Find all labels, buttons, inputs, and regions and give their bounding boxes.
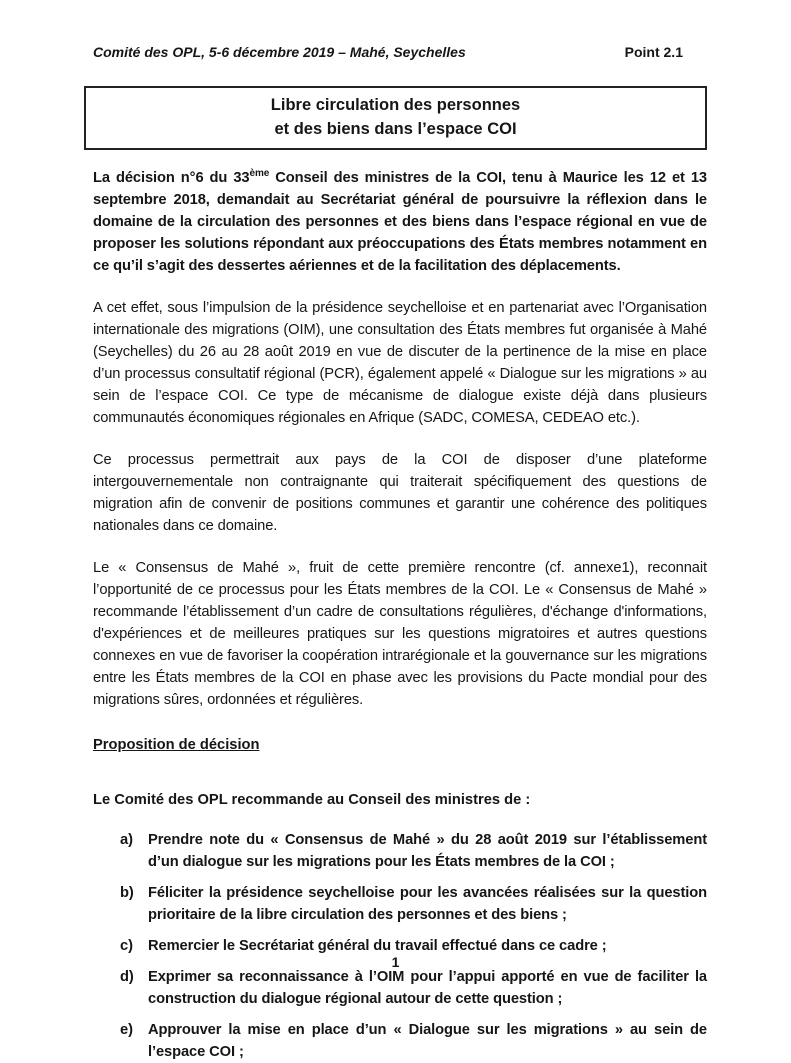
paragraph-3: Ce processus permettrait aux pays de la COI de disposer d’une plateforme intergouvernementale non contraignante qui traiterait spécifiquement des questions de migration afin de convenir de positions communes et garantir une cohérence des politiques nationales dans ce domaine.: [93, 452, 707, 534]
list-item-d: [93, 966, 707, 1010]
item-text: Exprimer sa reconnaissance à l’OIM pour l’appui apporté en vue de faciliter la construction du dialogue régional autour de cette question ;: [148, 969, 707, 1007]
title-line-2: et des biens dans l’espace COI: [274, 120, 517, 138]
item-text: Prendre note du « Consensus de Mahé » du 28 août 2019 sur l’établissement d’un dialogue sur les migrations pour les États membres de la COI ;: [148, 832, 707, 870]
item-marker: b): [120, 885, 134, 901]
paragraph-4: Le « Consensus de Mahé », fruit de cette première rencontre (cf. annexe1), reconnait l’opportunité de ce processus pour les États membres de la COI. Le « Consensus de Mahé » recommande l’établissement d’un cadre de consultations régulières, d'échange d'informations, d'expériences et de meilleures pratiques sur les questions migratoires et autres questions connexes en vue de favoriser la coopération intrarégionale et la gouvernance sur les migrations entre les États membres de la COI en phase avec les provisions du Pacte mondial pour des migrations sûres, ordonnées et régulières.: [93, 560, 707, 708]
decision-intro: Le Comité des OPL recommande au Conseil des ministres de :: [93, 792, 531, 808]
title-box: [84, 86, 707, 150]
item-text: Remercier le Secrétariat général du travail effectué dans ce cadre ;: [148, 938, 607, 954]
document-body: [93, 167, 707, 711]
item-marker: a): [120, 832, 133, 848]
title-line-1: Libre circulation des personnes: [270, 96, 521, 114]
paragraph-1-rest: Conseil des ministres de la COI, tenu à Maurice les 12 et 13 septembre 2018, demandait au Secrétariat général de poursuivre la réflexion dans le domaine de la circulation des personnes et des biens dans l’espace régional en vue de proposer les solutions répondant aux préoccupations des États membres notamment en ce qu’il s’agit des dessertes aériennes et de la facilitation des déplacements.: [93, 170, 707, 274]
decision-list: [93, 829, 707, 1063]
item-marker: d): [120, 969, 134, 985]
item-marker: e): [120, 1022, 133, 1038]
paragraph-1-start: La décision n°6 du 33: [93, 170, 250, 186]
page-header: [93, 44, 707, 60]
item-text: Approuver la mise en place d’un « Dialogue sur les migrations » au sein de l’espace COI ;: [148, 1022, 707, 1060]
list-item-b: [93, 882, 707, 926]
header-meeting-info: Comité des OPL, 5-6 décembre 2019 – Mahé, Seychelles: [93, 44, 466, 60]
page-number: 1: [391, 954, 400, 970]
list-item-e: [93, 1019, 707, 1063]
header-agenda-point: Point 2.1: [624, 44, 683, 60]
list-item-a: [93, 829, 707, 873]
paragraph-1: [93, 167, 707, 277]
item-text: Féliciter la présidence seychelloise pour les avancées réalisées sur la question prioritaire de la libre circulation des personnes et des biens ;: [148, 885, 707, 923]
ordinal-superscript: ème: [249, 168, 270, 180]
item-marker: c): [120, 938, 133, 954]
decision-heading: Proposition de décision: [93, 737, 260, 753]
paragraph-2: A cet effet, sous l’impulsion de la présidence seychelloise et en partenariat avec l’Organisation internationale des migrations (OIM), une consultation des États membres fut organisée à Mahé (Seychelles) du 26 au 28 août 2019 en vue de discuter de la pertinence de la mise en place d’un processus consultatif régional (PCR), également appelé « Dialogue sur les migrations » au sein de l’espace COI. Ce type de mécanisme de dialogue existe déjà dans plusieurs communautés économiques régionales en Afrique (SADC, COMESA, CEDEAO etc.).: [93, 300, 707, 426]
